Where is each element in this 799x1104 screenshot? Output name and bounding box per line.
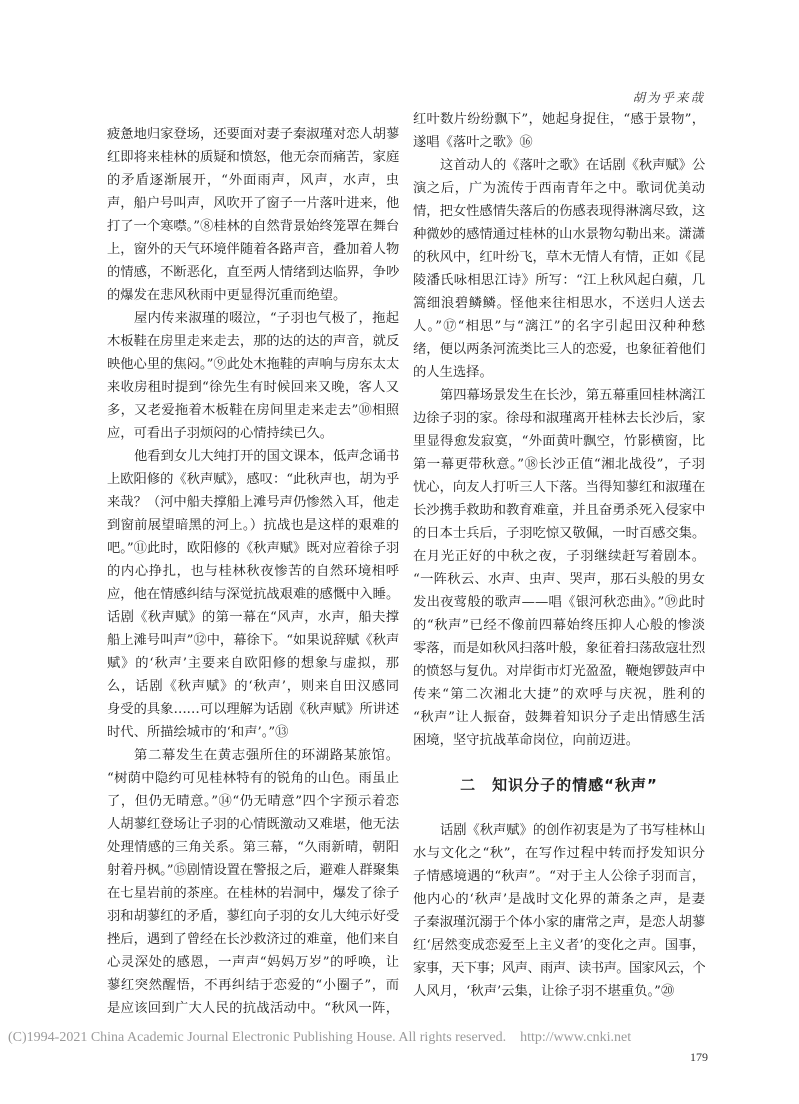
paragraph — [107, 123, 399, 307]
paragraph — [107, 445, 399, 744]
text-line: 第一幕更带秋意。”⑱长沙正值“湘北战役”，子羽 — [413, 457, 705, 472]
text-line: 第二幕发生在黄志强所住的环湖路某旅馆。 — [134, 748, 399, 763]
text-line: 的愤怒与复仇。对岸街市灯光盈盈，鞭炮锣鼓声中 — [413, 664, 705, 679]
right-column — [413, 108, 705, 1003]
text-line: 身受的具象……可以理解为话剧《秋声赋》所讲述 — [107, 702, 399, 717]
text-line: 边徐子羽的家。徐母和淑瑾离开桂林去长沙后，家 — [413, 411, 705, 426]
text-line: 人胡蓼红登场让子羽的心情既激动又难堪，他无法 — [107, 817, 399, 832]
text-line: 的秋风中，红叶纷飞，草木无情人有情，正如《昆 — [413, 250, 705, 265]
text-line: 绪，便以两条河流类比三人的恋爱，也象征着他们 — [413, 342, 705, 357]
section-heading: 二 知识分子的情感“秋声” — [460, 776, 658, 794]
text-line: 心灵深处的感恩，一声声“妈妈万岁”的呼唤，让 — [107, 955, 399, 970]
text-line: 传来“第二次湘北大捷”的欢呼与庆祝，胜利的 — [413, 687, 705, 702]
text-line: 他看到女儿大纯打开的国文课本，低声念诵书 — [134, 449, 399, 464]
text-line: 子秦淑瑾沉溺于个体小家的庸常之声，是恋人胡蓼 — [413, 915, 705, 930]
text-line: 家事，天下事；风声、雨声、读书声。国家风云，个 — [413, 961, 705, 976]
text-line: 零落，而是如秋风扫落叶般，象征着扫荡敌寇壮烈 — [413, 641, 705, 656]
paragraph — [107, 307, 399, 445]
text-line: 在月光正好的中秋之夜，子羽继续赶写着剧本。 — [413, 549, 705, 564]
text-line: 应，他在情感纠结与深觉抗战艰难的感慨中入睡。 — [107, 587, 399, 602]
text-line: 人。”⑰“相思”与“漓江”的名字引起田汉种种愁 — [413, 319, 705, 334]
page-number: 179 — [690, 1050, 708, 1064]
text-line: 疲惫地归家登场，还要面对妻子秦淑瑾对恋人胡蓼 — [107, 127, 399, 142]
text-line: “一阵秋云、水声、虫声、哭声，那石头般的男女 — [413, 572, 705, 587]
text-line: 上，窗外的天气环境伴随着各路声音，叠加着人物 — [107, 242, 399, 257]
text-line: 长沙携手救助和教育难童，并且奋勇杀死入侵家中 — [413, 503, 705, 518]
text-line: 船上滩号叫声”⑫中，幕徐下。“如果说辞赋《秋声 — [107, 633, 399, 648]
paragraph — [107, 744, 399, 1020]
text-line: 陵潘氏咏相思江诗》所写：“江上秋风起白蘋，几 — [413, 273, 705, 288]
paragraph — [413, 108, 705, 154]
paragraph — [413, 819, 705, 1003]
text-line: 的“秋声”已经不像前四幕始终压抑人心般的惨淡 — [413, 618, 705, 633]
text-line: 处理情感的三角关系。第三幕，“久雨新晴，朝阳 — [107, 840, 399, 855]
text-line: 发出夜莺般的歌声——唱《银河秋恋曲》。”⑲此时 — [413, 595, 705, 610]
text-line: 多，又老爱拖着木板鞋在房间里走来走去”⑩相照 — [107, 403, 399, 418]
text-line: 到窗前展望暗黑的河上。）抗战也是这样的艰难的 — [107, 518, 399, 533]
text-line: 的爆发在悲风秋雨中更显得沉重而绝望。 — [107, 288, 347, 303]
text-line: 在七星岩前的茶座。在桂林的岩洞中，爆发了徐子 — [107, 886, 399, 901]
text-line: 木板鞋在房里走来走去，那的达的达的声音，就反 — [107, 334, 399, 349]
text-line: 第四幕场景发生在长沙，第五幕重回桂林漓江 — [440, 388, 705, 403]
text-line: 时代、所描绘城市的‘和声’。”⑬ — [107, 725, 289, 740]
text-line: 篙细浪碧鳞鳞。怪他来往相思水，不送归人送去 — [413, 296, 705, 311]
text-line: 来哉？（河中船夫撑船上滩号声仍惨然入耳，他走 — [107, 495, 399, 510]
text-line: 打了一个寒噤。”⑧桂林的自然背景始终笼罩在舞台 — [107, 219, 399, 234]
text-line: 屋内传来淑瑾的啜泣，“子羽也气极了，拖起 — [134, 311, 399, 326]
text-line: 赋》的‘秋声’主要来自欧阳修的想象与虚拟，那 — [107, 656, 399, 671]
text-line: 是应该回到广大人民的抗战活动中。“秋风一阵， — [107, 1001, 399, 1016]
text-line: 应，可看出子羽烦闷的心情持续已久。 — [107, 426, 334, 441]
text-line: 人风月，‘秋声’云集，让徐子羽不堪重负。”⑳ — [413, 984, 675, 999]
text-line: 的矛盾逐渐展开，“外面雨声，风声，水声，虫 — [107, 173, 399, 188]
text-line: 映他心里的焦闷。”⑨此处木拖鞋的声响与房东太太 — [107, 357, 399, 372]
text-line: 的日本士兵后，子羽吃惊又敬佩，一时百感交集。 — [413, 526, 705, 541]
left-column — [107, 123, 399, 1020]
text-line: 声，船户号叫声，风吹开了窗子一片落叶进来，他 — [107, 196, 399, 211]
text-line: 吧。”⑪此时，欧阳修的《秋声赋》既对应着徐子羽 — [107, 541, 399, 556]
text-line: 困境，坚守抗战革命岗位，向前迈进。 — [413, 733, 640, 748]
text-line: 红即将来桂林的质疑和愤怒，他无奈而痛苦，家庭 — [107, 150, 399, 165]
text-line: 的情感，不断恶化，直至两人情绪到达临界，争吵 — [107, 265, 399, 280]
text-line: 红叶数片纷纷飘下”，她起身捉住，“感于景物”， — [413, 112, 705, 127]
text-line: 话剧《秋声赋》的创作初衷是为了书写桂林山 — [440, 823, 705, 838]
text-line: 他内心的‘秋声’是战时文化界的萧条之声，是妻 — [413, 892, 705, 907]
text-line: 种微妙的感情通过桂林的山水景物勾勒出来。潇潇 — [413, 227, 705, 242]
text-line: 演之后，广为流传于西南青年之中。歌词优美动 — [413, 181, 705, 196]
text-line: 么，话剧《秋声赋》的‘秋声’，则来自田汉感同 — [107, 679, 399, 694]
text-line: 的内心挣扎，也与桂林秋夜惨苦的自然环境相呼 — [107, 564, 399, 579]
text-line: 上欧阳修的《秋声赋》，感叹：“此秋声也，胡为乎 — [107, 472, 399, 487]
paragraph — [413, 384, 705, 752]
text-line: 里显得愈发寂寞，“外面黄叶飘空，竹影横窗，比 — [413, 434, 705, 449]
text-line: 挫后，遇到了曾经在长沙救济过的难童，他们来自 — [107, 932, 399, 947]
text-line: 蓼红突然醒悟，不再纠结于恋爱的“小圈子”，而 — [107, 978, 399, 993]
text-line: 羽和胡蓼红的矛盾，蓼红向子羽的女儿大纯示好受 — [107, 909, 399, 924]
text-line: 水与文化之“秋”，在写作过程中转而抒发知识分 — [413, 846, 705, 861]
text-line: 话剧《秋声赋》的第一幕在“风声，水声，船夫撑 — [107, 610, 399, 625]
text-line: 子情感境遇的“秋声”。“对于主人公徐子羽而言， — [413, 869, 705, 884]
text-line: 射着丹枫。”⑮剧情设置在警报之后，避难人群聚集 — [107, 863, 399, 878]
text-line: 红‘居然变成恋爱至上主义者’的变化之声。国事， — [413, 938, 705, 953]
text-line: 这首动人的《落叶之歌》在话剧《秋声赋》公 — [440, 158, 705, 173]
text-line: 了，但仍无晴意。”⑭“仍无晴意”四个字预示着恋 — [107, 794, 399, 809]
text-line: 的人生选择。 — [413, 365, 493, 380]
text-line: 忧心，向友人打听三人下落。当得知蓼红和淑瑾在 — [413, 480, 705, 495]
text-line: 情，把女性感情失落后的伤感表现得淋漓尽致，这 — [413, 204, 705, 219]
text-line: “树荫中隐约可见桂林特有的锐角的山色。雨虽止 — [107, 771, 399, 786]
text-line: 遂唱《落叶之歌》⑯ — [413, 135, 533, 150]
copyright-footer: (C)1994-2021 China Academic Journal Electronic Publishing House. All rights reserved. http://www.cnki.net — [8, 1030, 632, 1045]
text-line: 来收房租时提到“徐先生有时候回来又晚，客人又 — [107, 380, 399, 395]
text-line: “秋声”让人振奋，鼓舞着知识分子走出情感生活 — [413, 710, 705, 725]
paragraph — [413, 154, 705, 384]
running-title: 胡为乎来哉 — [632, 90, 705, 105]
